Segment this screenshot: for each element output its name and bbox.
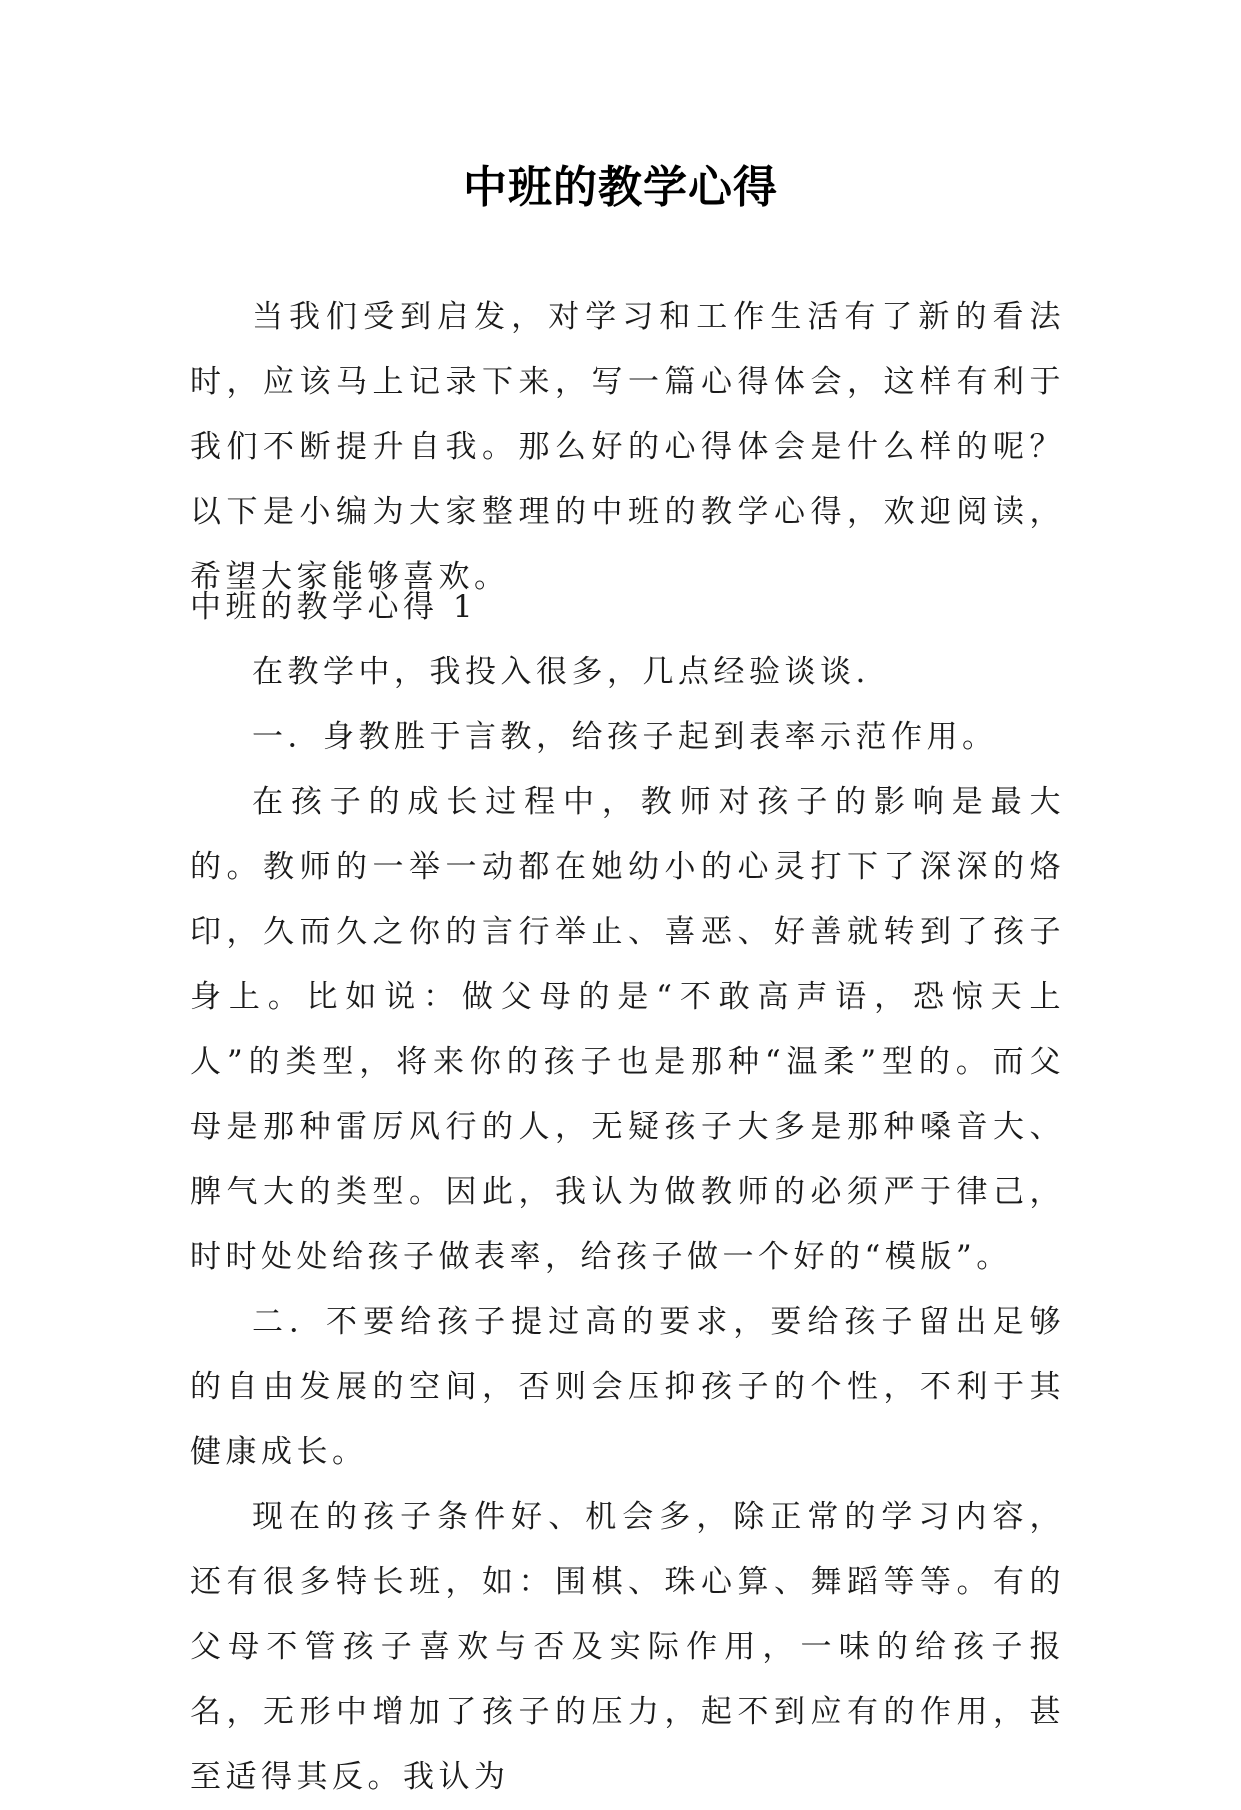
intro-block (190, 285, 1065, 610)
intro-paragraph: 当我们受到启发，对学习和工作生活有了新的看法时，应该马上记录下来，写一篇心得体会，这样有利于我们不断提升自我。那么好的心得体会是什么样的呢？以下是小编为大家整理的中班的教学心得，欢迎阅读，希望大家能够喜欢。 (190, 299, 1065, 595)
section-heading: 中班的教学心得 1 (190, 589, 478, 625)
document-title: 中班的教学心得 (463, 162, 778, 213)
paragraph-3: 在孩子的成长过程中，教师对孩子的影响是最大的。教师的一举一动都在她幼小的心灵打下了深深的烙印，久而久之你的言行举止、喜恶、好善就转到了孩子身上。比如说：做父母的是“不敢高声语，恐惊天上人”的类型，将来你的孩子也是那种“温柔”型的。而父母是那种雷厉风行的人，无疑孩子大多是那种嗓音大、脾气大的类型。因此，我认为做教师的必须严于律己，时时处处给孩子做表率，给孩子做一个好的“模版”。 (190, 784, 1065, 1275)
paragraph-2: 一．身教胜于言教，给孩子起到表率示范作用。 (252, 719, 998, 755)
paragraph-5: 现在的孩子条件好、机会多，除正常的学习内容，还有很多特长班，如：围棋、珠心算、舞蹈等等。有的父母不管孩子喜欢与否及实际作用，一味的给孩子报名，无形中增加了孩子的压力，起不到应有的作用，甚至适得其反。我认为 (190, 1499, 1065, 1795)
content-block (190, 575, 1065, 1810)
paragraph-4: 二．不要给孩子提过高的要求，要给孩子留出足够的自由发展的空间，否则会压抑孩子的个性，不利于其健康成长。 (190, 1304, 1065, 1470)
paragraph-1: 在教学中，我投入很多，几点经验谈谈. (252, 654, 870, 690)
